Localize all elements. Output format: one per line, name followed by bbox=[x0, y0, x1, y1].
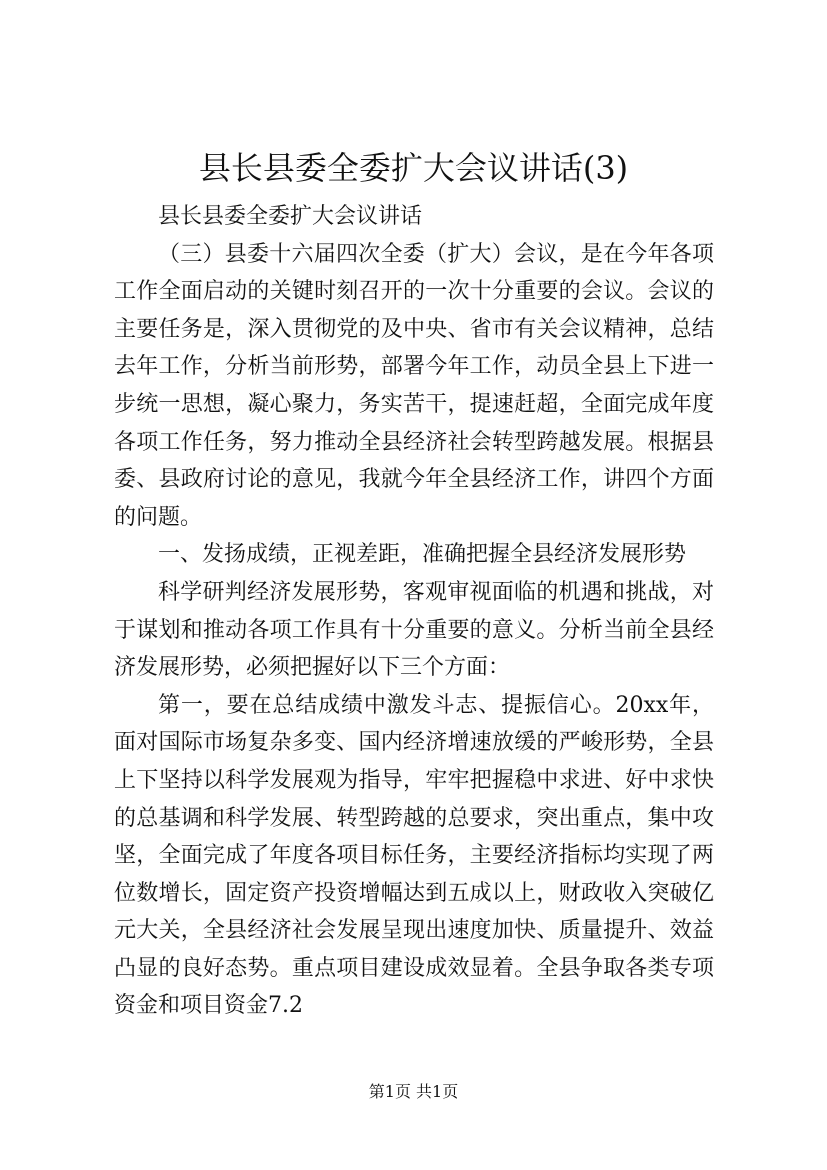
paragraph-intro: （三）县委十六届四次全委（扩大）会议，是在今年各项工作全面启动的关键时刻召开的一次十分重要的会议。会议的主要任务是，深入贯彻党的及中央、省市有关会议精神，总结去年工作，分析当前形势，部署今年工作，动员全县上下进一步统一思想，凝心聚力，务实苦干，提速赶超，全面完成年度各项工作任务，努力推动全县经济社会转型跨越发展。根据县委、县政府讨论的意见，我就今年全县经济工作，讲四个方面的问题。 bbox=[114, 241, 714, 530]
page-footer: 第1页 共1页 bbox=[368, 1082, 459, 1101]
section-heading-1: 一、发扬成绩，正视差距，准确把握全县经济发展形势 bbox=[158, 542, 687, 568]
document-title: 县长县委全委扩大会议讲话(3) bbox=[198, 149, 629, 187]
paragraph-first-point: 第一，要在总结成绩中激发斗志、提振信心。20xx年，面对国际市场复杂多变、国内经济增速放缓的严峻形势，全县上下坚持以科学发展观为指导，牢牢把握稳中求进、好中求快的总基调和科学发展、转型跨越的总要求，突出重点，集中攻坚，全面完成了年度各项目标任务，主要经济指标均实现了两位数增长，固定资产投资增幅达到五成以上，财政收入突破亿元大关，全县经济社会发展呈现出速度加快、质量提升、效益凸显的良好态势。重点项目建设成效显着。全县争取各类专项资金和项目资金7.2 bbox=[114, 692, 714, 1019]
paragraph-analysis: 科学研判经济发展形势，客观审视面临的机遇和挑战，对于谋划和推动各项工作具有十分重要的意义。分析当前全县经济发展形势，必须把握好以下三个方面： bbox=[114, 579, 714, 681]
document-body bbox=[114, 198, 714, 1025]
paragraph-subtitle: 县长县委全委扩大会议讲话 bbox=[158, 204, 423, 229]
